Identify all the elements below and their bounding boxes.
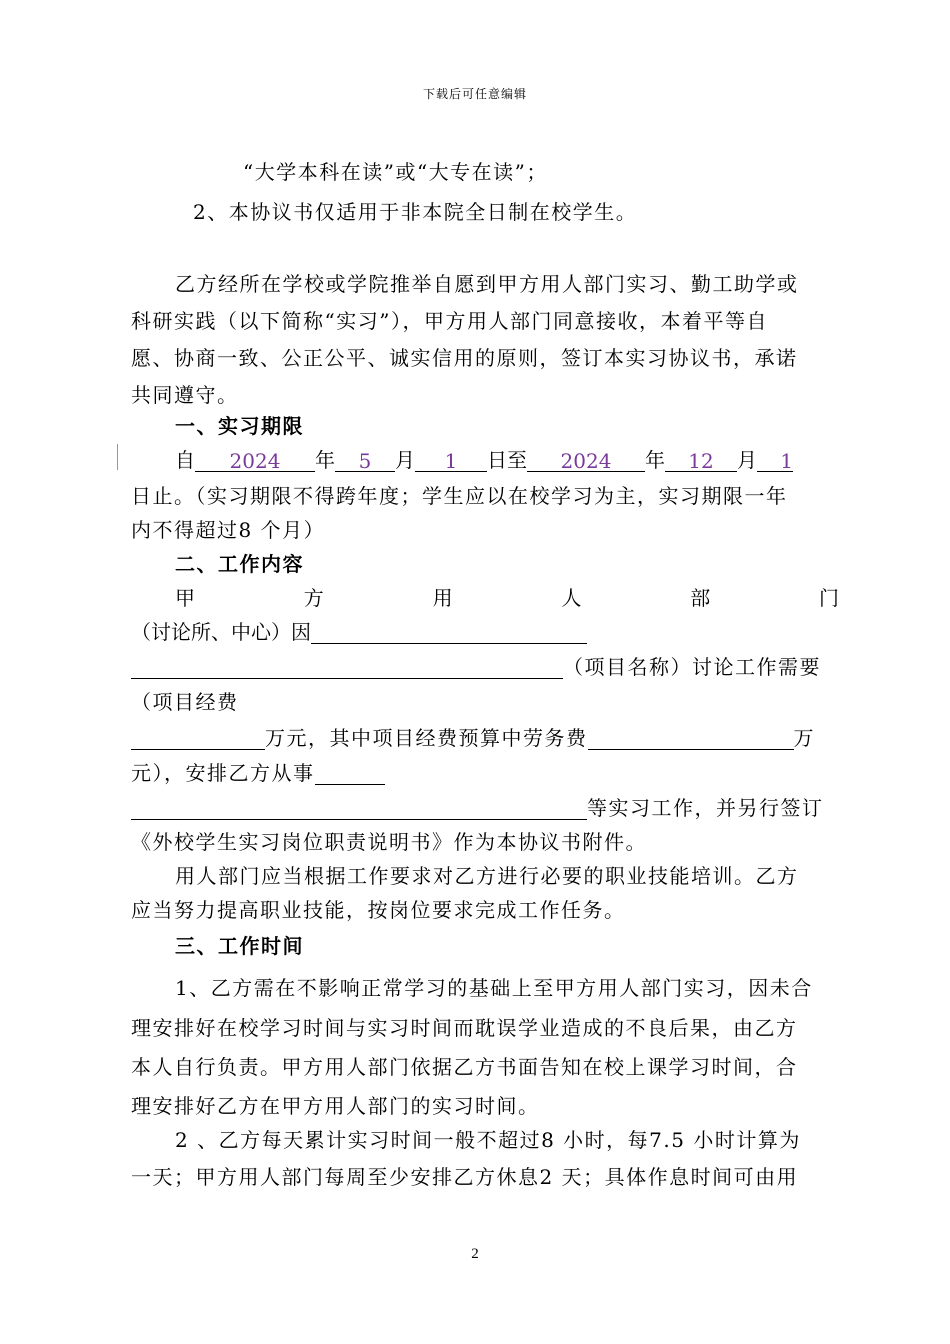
text-line: 愿、协商一致、公正公平、诚实信用的原则，签订本实习协议书，承诺: [131, 346, 798, 370]
project-funds-blank-field[interactable]: [131, 727, 265, 750]
spread-char: 门: [818, 586, 839, 610]
section-heading: 一、实习期限: [175, 414, 304, 438]
department-blank-field[interactable]: [311, 621, 587, 644]
text-line: 共同遵守。: [131, 383, 239, 407]
end-year-field[interactable]: 2024: [527, 449, 645, 472]
text-line: 理安排好乙方在甲方用人部门的实习时间。: [131, 1094, 540, 1118]
text-line: 本人自行负责。甲方用人部门依据乙方书面告知在校上课学习时间，合: [131, 1055, 798, 1079]
end-month-field[interactable]: 12: [665, 449, 737, 472]
text-line: 1、乙方需在不影响正常学习的基础上至甲方用人部门实习，因未合: [175, 976, 813, 1000]
text-line: [131, 620, 587, 644]
text-segment: 等实习工作，并另行签订: [587, 796, 824, 820]
text-line: [131, 761, 385, 785]
text-from: 自: [175, 448, 195, 472]
text-segment: 万: [793, 726, 814, 750]
end-day-field[interactable]: 1: [757, 449, 793, 472]
start-day-field[interactable]: 1: [415, 449, 487, 472]
page-number: 2: [471, 1246, 479, 1262]
section-heading: 二、工作内容: [175, 552, 304, 576]
text-line: 科研实践（以下简称“实习”），甲方用人部门同意接收，本着平等自: [131, 309, 768, 333]
text-line: （项目经费: [131, 690, 239, 714]
spread-char: 部: [690, 586, 711, 610]
text-line: 理安排好在校学习时间与实习时间而耽误学业造成的不良后果，由乙方: [131, 1016, 798, 1040]
text-cursor: [117, 444, 118, 470]
text-line: 乙方经所在学校或学院推举自愿到甲方用人部门实习、勤工助学或: [175, 272, 799, 296]
text-month: 月: [395, 448, 415, 472]
text-day-to: 日至: [487, 448, 527, 472]
text-line: 应当努力提高职业技能，按岗位要求完成工作任务。: [131, 898, 626, 922]
start-month-field[interactable]: 5: [335, 449, 395, 472]
start-year-field[interactable]: 2024: [195, 449, 315, 472]
text-month: 月: [737, 448, 757, 472]
spread-char: 人: [561, 586, 582, 610]
page-header: 下载后可任意编辑: [422, 87, 527, 101]
text-segment: 元），安排乙方从事: [131, 761, 315, 785]
spread-char: 用: [432, 586, 453, 610]
internship-period-line: [175, 448, 793, 472]
project-name-blank-field[interactable]: [131, 656, 563, 679]
text-line: [131, 726, 814, 750]
text-line: [131, 796, 824, 820]
text-line: 日止。（实习期限不得跨年度；学生应以在校学习为主，实习期限一年: [131, 484, 788, 508]
text-segment: 万元，其中项目经费预算中劳务费: [265, 726, 588, 750]
spread-text-line: [175, 586, 839, 610]
spread-char: 甲: [175, 586, 195, 610]
labor-cost-blank-field[interactable]: [588, 727, 794, 750]
text-segment: （项目名称）讨论工作需要: [563, 655, 821, 679]
text-segment: （讨论所、中心）因: [131, 620, 311, 644]
text-line: 内不得超过8 个月）: [131, 518, 326, 542]
text-line: 2 、乙方每天累计实习时间一般不超过8 小时，每7.5 小时计算为: [175, 1128, 801, 1152]
text-line: 《外校学生实习岗位职责说明书》作为本协议书附件。: [131, 830, 647, 854]
work-description-blank-field[interactable]: [131, 797, 587, 820]
assigned-work-blank-field[interactable]: [315, 762, 385, 785]
text-year: 年: [645, 448, 665, 472]
text-line: “大学本科在读”或“大专在读”；: [243, 160, 548, 184]
text-year: 年: [315, 448, 335, 472]
section-heading: 三、工作时间: [175, 934, 304, 958]
text-line: [131, 655, 821, 679]
spread-char: 方: [303, 586, 324, 610]
text-line: 一天；甲方用人部门每周至少安排乙方休息2 天；具体作息时间可由用: [131, 1165, 799, 1189]
text-line: 2、本协议书仅适用于非本院全日制在校学生。: [193, 200, 638, 224]
text-line: 用人部门应当根据工作要求对乙方进行必要的职业技能培训。乙方: [175, 864, 799, 888]
